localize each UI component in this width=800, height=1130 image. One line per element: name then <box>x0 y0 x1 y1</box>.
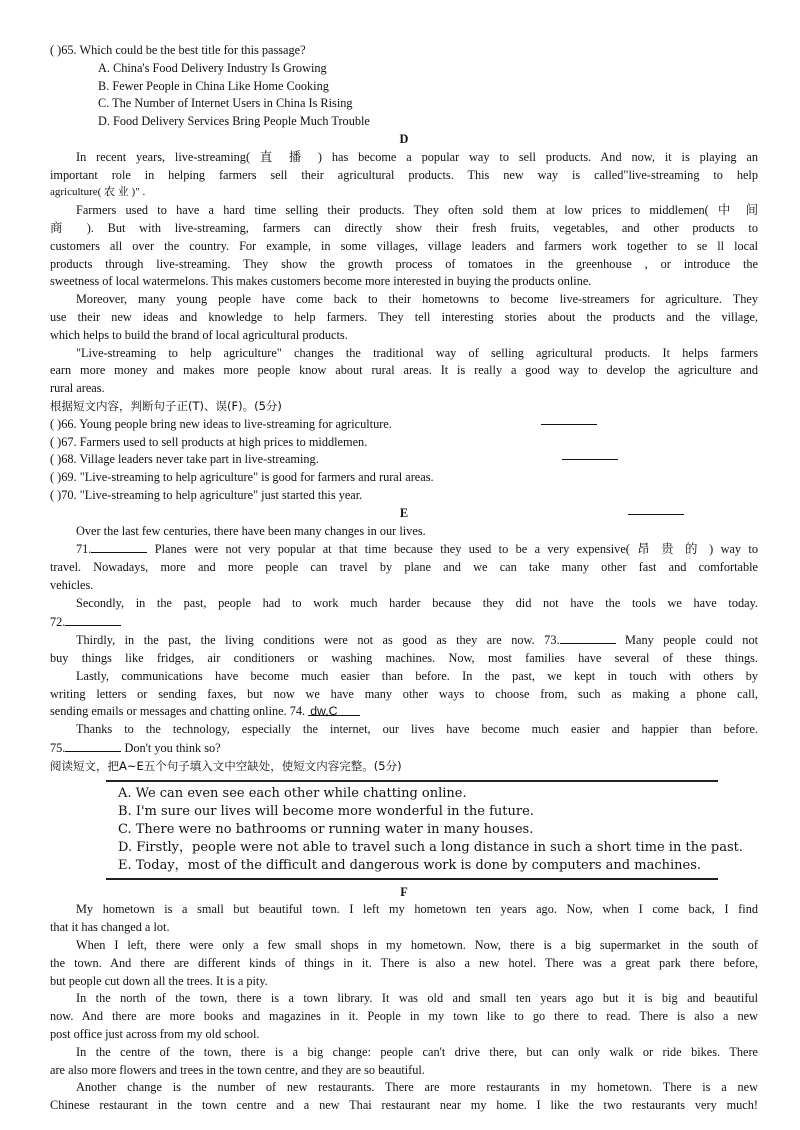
question-72-number: 72. <box>50 614 66 629</box>
section-f-p3-line3: post office just across from my old school. <box>50 1027 260 1042</box>
section-e-p73-text-a: Thirdly, in the past, the living conditions were not as good as they are now. 73. <box>76 633 560 648</box>
section-e-p74-text: sending emails or messages and chatting online. 74. <box>50 704 306 719</box>
section-f-p5-line2: Chinese restaurant in the town centre and a new Thai restaurant near my home. I like the two restaurants very much! <box>50 1098 758 1113</box>
section-d-p4-line3: rural areas. <box>50 381 105 396</box>
section-d-p1-line1: In recent years, live-streaming( 直 播 ) has become a popular way to sell products. And now, it is playing an <box>76 149 758 164</box>
section-e-p74-line2: writing letters or sending faxes, but now we have many other ways to choose from, such as making a phone call, <box>50 686 758 701</box>
section-e-option-c: C. There were no bathrooms or running water in many houses. <box>118 822 534 838</box>
answer-blank-74[interactable]: dw,C <box>308 703 360 716</box>
section-d-instruction: 根据短文内容，判断句子正(T)、误(F)。(5分) <box>50 398 282 413</box>
answer-blank-75[interactable] <box>65 739 121 752</box>
section-f-p1-line2: that it has changed a lot. <box>50 920 170 935</box>
section-e-p72-line1: Secondly, in the past, people had to work much harder because they did not have the tools we have today. <box>76 595 758 610</box>
section-d-p4-line1: "Live-streaming to help agriculture" changes the traditional way of selling agricultural products. It helps farmers <box>76 345 758 360</box>
section-d-p3-line3: which helps to build the brand of local agricultural products. <box>50 327 348 342</box>
exam-page <box>50 42 758 1115</box>
answer-line-68[interactable] <box>562 459 618 460</box>
section-d-p1-line2: important role in helping farmers sell their agricultural products. This new way is called"live-streaming to help <box>50 167 758 182</box>
section-e-heading: E <box>399 505 409 520</box>
question-71-number: 71. <box>76 542 92 557</box>
answer-blank-73[interactable] <box>560 631 616 644</box>
section-f-p3-line2: now. And there are more books and magazines in it. People in my town like to go there to read. There is also a new <box>50 1009 758 1024</box>
section-f-p2-line2: the town. And there are different kinds of things in it. There is also a new hotel. There was a great park there before, <box>50 955 758 970</box>
section-f-p5-line1: Another change is the number of new restaurants. There are more restaurants in my hometown. There is a new <box>76 1080 758 1095</box>
question-75-number: 75. <box>50 741 66 756</box>
section-e-p73-line1 <box>50 631 758 650</box>
question-65-option-b: B. Fewer People in China Like Home Cooking <box>98 78 329 93</box>
answer-line-70[interactable] <box>628 514 684 515</box>
section-f-p2-line1: When I left, there were only a few small shops in my hometown. Now, there is a big supermarket in the south of <box>76 938 758 953</box>
question-65-option-a: A. China's Food Delivery Industry Is Growing <box>98 60 327 75</box>
section-d-p3-line2: use their new ideas and knowledge to help farmers. They tell interesting stories about the products and the village, <box>50 309 758 324</box>
section-e-instruction: 阅读短文，把A~E五个句子填入文中空缺处，使短文内容完整。(5分) <box>50 758 402 773</box>
section-f-heading: F <box>400 884 408 899</box>
question-65-option-d: D. Food Delivery Services Bring People Much Trouble <box>98 114 370 129</box>
section-d-p2-line5: sweetness of local watermelons. This makes customers become more interested in buying the products online. <box>50 274 592 289</box>
section-f-p4-line1: In the centre of the town, there is a big change: people can't drive there, but can only walk or ride bikes. There <box>76 1044 758 1059</box>
section-e-p71-text: Planes were not very popular at that time because they used to be a very expensive( 昂 贵 的 ) way to <box>147 542 758 557</box>
section-d-heading: D <box>399 131 409 146</box>
section-d-p2-line4: products through live-streaming. They show the growth process of tomatoes in the greenhouse , or introduce the <box>50 256 758 271</box>
answer-blank-71[interactable] <box>91 540 147 553</box>
section-e-option-e: E. Today，most of the difficult and dangerous work is done by computers and machines. <box>118 858 702 874</box>
section-e-p75-line1: Thanks to the technology, especially the internet, our lives have become much easier and happier than before. <box>76 722 758 737</box>
section-e-p73-text-b: Many people could not <box>615 633 759 648</box>
section-d-p1-line3: agriculture( 农 业 )" . <box>50 186 146 199</box>
section-e-p71-line2: travel. Nowadays, more and more people can travel by plane and we can take many other fast and comfortable <box>50 560 758 575</box>
section-f-p2-line3: but people cut down all the trees. It is a pity. <box>50 973 268 988</box>
question-69: ( )69. "Live-streaming to help agriculture" is good for farmers and rural areas. <box>50 470 434 485</box>
question-70: ( )70. "Live-streaming to help agriculture" just started this year. <box>50 487 363 502</box>
section-e-p72-line2 <box>50 613 758 632</box>
section-e-p74-line1: Lastly, communications have become much easier than before. In the past, we kept in touch with others by <box>76 668 758 683</box>
section-e-intro: Over the last few centuries, there have been many changes in our lives. <box>76 523 426 538</box>
section-d-p4-line2: earn more money and makes more people know about rural areas. It is really a good way to develop the agriculture and <box>50 363 758 378</box>
answer-line-66[interactable] <box>541 424 597 425</box>
section-e-option-b: B. I'm sure our lives will become more wonderful in the future. <box>118 803 534 819</box>
question-67: ( )67. Farmers used to sell products at high prices to middlemen. <box>50 434 368 449</box>
section-d-p2-line3: customers all over the country. For example, in some villages, village leaders and farmers work together to se ll local <box>50 238 758 253</box>
section-e-p74-line3 <box>50 703 758 721</box>
section-d-p2-line1: Farmers used to have a hard time selling their products. They often sold them at low prices to middlemen( 中 间 <box>76 203 758 218</box>
question-66: ( )66. Young people bring new ideas to live-streaming for agriculture. <box>50 416 392 431</box>
section-d-p2-line2: 商 ). But with live-streaming, farmers can directly show their fresh fruits, vegetables, and other products to <box>50 220 758 235</box>
answer-blank-72[interactable] <box>65 613 121 626</box>
question-68: ( )68. Village leaders never take part in live-streaming. <box>50 452 319 467</box>
section-e-p71-line3: vehicles. <box>50 577 94 592</box>
section-f-p1-line1: My hometown is a small but beautiful town. I left my hometown ten years ago. Now, when I come back, I find <box>76 902 758 917</box>
section-e-option-d: D. Firstly，people were not able to travel such a long distance in such a short time in the past. <box>118 840 743 856</box>
section-e-p73-line2: buy things like fridges, air conditioners or washing machines. Now, most families have several of these things. <box>50 651 758 666</box>
question-65-stem: ( )65. Which could be the best title for this passage? <box>50 43 306 57</box>
section-e-p75-line2 <box>50 739 758 758</box>
section-e-p75-text: Don't you think so? <box>121 741 221 756</box>
question-65-option-c: C. The Number of Internet Users in China Is Rising <box>98 96 353 111</box>
section-f-p3-line1: In the north of the town, there is a town library. It was old and small ten years ago but it is big and beautiful <box>76 991 758 1006</box>
section-d-p3-line1: Moreover, many young people have come back to their hometowns to become live-streamers for agriculture. They <box>76 292 758 307</box>
section-e-p71-line1 <box>50 540 758 559</box>
section-f-p4-line2: are also more flowers and trees in the town centre, and they are so beautiful. <box>50 1062 425 1077</box>
section-e-options-box <box>106 780 743 880</box>
section-e-option-a: A. We can even see each other while chatting online. <box>118 785 467 801</box>
